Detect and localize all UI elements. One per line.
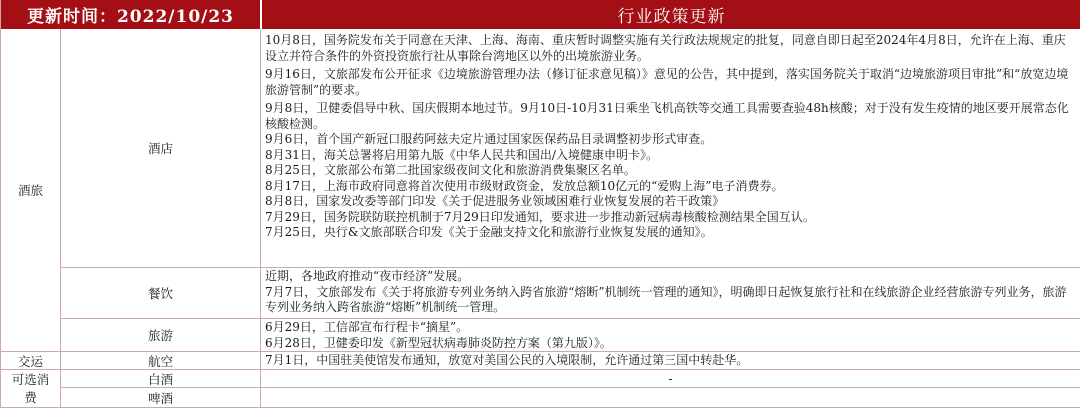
subcategory-travel-label: 旅游 [147, 328, 173, 343]
hotel-policy-item: 7月25日，央行&文旅部联合印发《关于金融支持文化和旅游行业恢复发展的通知》。 [265, 225, 713, 239]
hotel-policy-item: 8月17日，上海市政府同意将首次使用市级财政资金，发放总额10亿元的“爱购上海”电子消费券。 [265, 178, 784, 193]
hotel-policy-item: 8月25日，文旅部公布第二批国家级夜间文化和旅游消费集聚区名单。 [265, 163, 636, 177]
hotel-policy-item: 9月6日，首个国产新冠口服药阿兹夫定片通过国家医保药品目录调整初步形式审查。 [265, 132, 713, 146]
dining-policy-item: 近期，各地政府推动“夜市经济”发展。 [265, 269, 470, 283]
baijiu-policy-item: - [668, 371, 673, 386]
hotel-policy-item: 9月16日，文旅部发布公开征求《边境旅游管理办法（修订征求意见稿）》意见的公告，其中提到，落实国务院关于取消“边境旅游项目审批”和“放宽边境旅游管制”的要求。 [265, 67, 1069, 97]
subcategory-baijiu-label: 白酒 [147, 371, 173, 387]
subcategory-travel [61, 319, 261, 352]
hotel-policy-item: 8月31日，海关总署将启用第九版《中华人民共和国出/入境健康申明卡》。 [265, 147, 658, 162]
hotel-policy-item: 9月8日，卫健委倡导中秋、国庆假期本地过节。9月10日-10月31日乘坐飞机高铁等交通工具需要查验48h核酸；对于没有发生疫情的地区要开展常态化核酸检测。 [265, 101, 1069, 131]
subcategory-dining-label: 餐饮 [147, 286, 173, 301]
hotel-policy-item: 7月29日，国务院联防联控机制于7月29日印发通知，要求进一步推动新冠病毒核酸检测结果全国互认。 [265, 209, 815, 224]
dining-policy-content [261, 268, 1080, 319]
baijiu-policy-content [261, 370, 1080, 388]
dining-policy-item: 7月7日，文旅部发布《关于将旅游专列业务纳入跨省旅游“熔断”机制统一管理的通知》，明确即日起恢复旅行社和在线旅游企业经营旅游专列业务，旅游专列业务纳入跨省旅游“熔断”机制统一管理。 [265, 284, 1067, 314]
travel-policy-item: 6月29日，工信部宣布行程卡“摘星”。 [265, 320, 469, 334]
travel-policy-content [261, 319, 1080, 352]
hotel-policy-content [261, 29, 1080, 268]
category-transport-label: 交运 [17, 353, 43, 369]
subcategory-baijiu [61, 370, 261, 388]
policy-update-header: 行业政策更新 [262, 0, 1080, 29]
travel-policy-item: 6月28日，卫健委印发《新型冠状病毒肺炎防控方案（第九版）》。 [265, 335, 612, 350]
category-optional-consumption [1, 370, 61, 408]
subcategory-aviation [61, 352, 261, 370]
subcategory-beer-label: 啤酒 [147, 390, 173, 406]
subcategory-aviation-label: 航空 [147, 353, 173, 369]
subcategory-dining [61, 268, 261, 319]
hotel-policy-item: 10月8日，国务院发布关于同意在天津、上海、海南、重庆暂时调整实施有关行政法规规定的批复，同意自即日起至2024年4月8日，允许在上海、重庆设立并符合条件的外资投资旅行社从事除台湾地区以外的出境旅游业务。 [265, 33, 1066, 63]
category-tourism [1, 29, 61, 352]
subcategory-hotel [61, 29, 261, 268]
subcategory-hotel-label: 酒店 [147, 141, 173, 156]
aviation-policy-item: 7月1日，中国驻美使馆发布通知，放宽对美国公民的入境限制，允许通过第三国中转赴华。 [265, 353, 749, 367]
subcategory-beer [61, 388, 261, 408]
category-transport [1, 352, 61, 370]
hotel-policy-item: 8月8日，国家发改委等部门印发《关于促进服务业领域困难行业恢复发展的若干政策》 [265, 194, 725, 208]
beer-policy-content [261, 388, 1080, 408]
category-optional-consumption-label: 可选消费 [11, 371, 50, 405]
update-time-header: 更新时间：2022/10/23 [1, 0, 260, 29]
aviation-policy-content [261, 352, 1080, 370]
category-tourism-label: 酒旅 [17, 183, 43, 198]
